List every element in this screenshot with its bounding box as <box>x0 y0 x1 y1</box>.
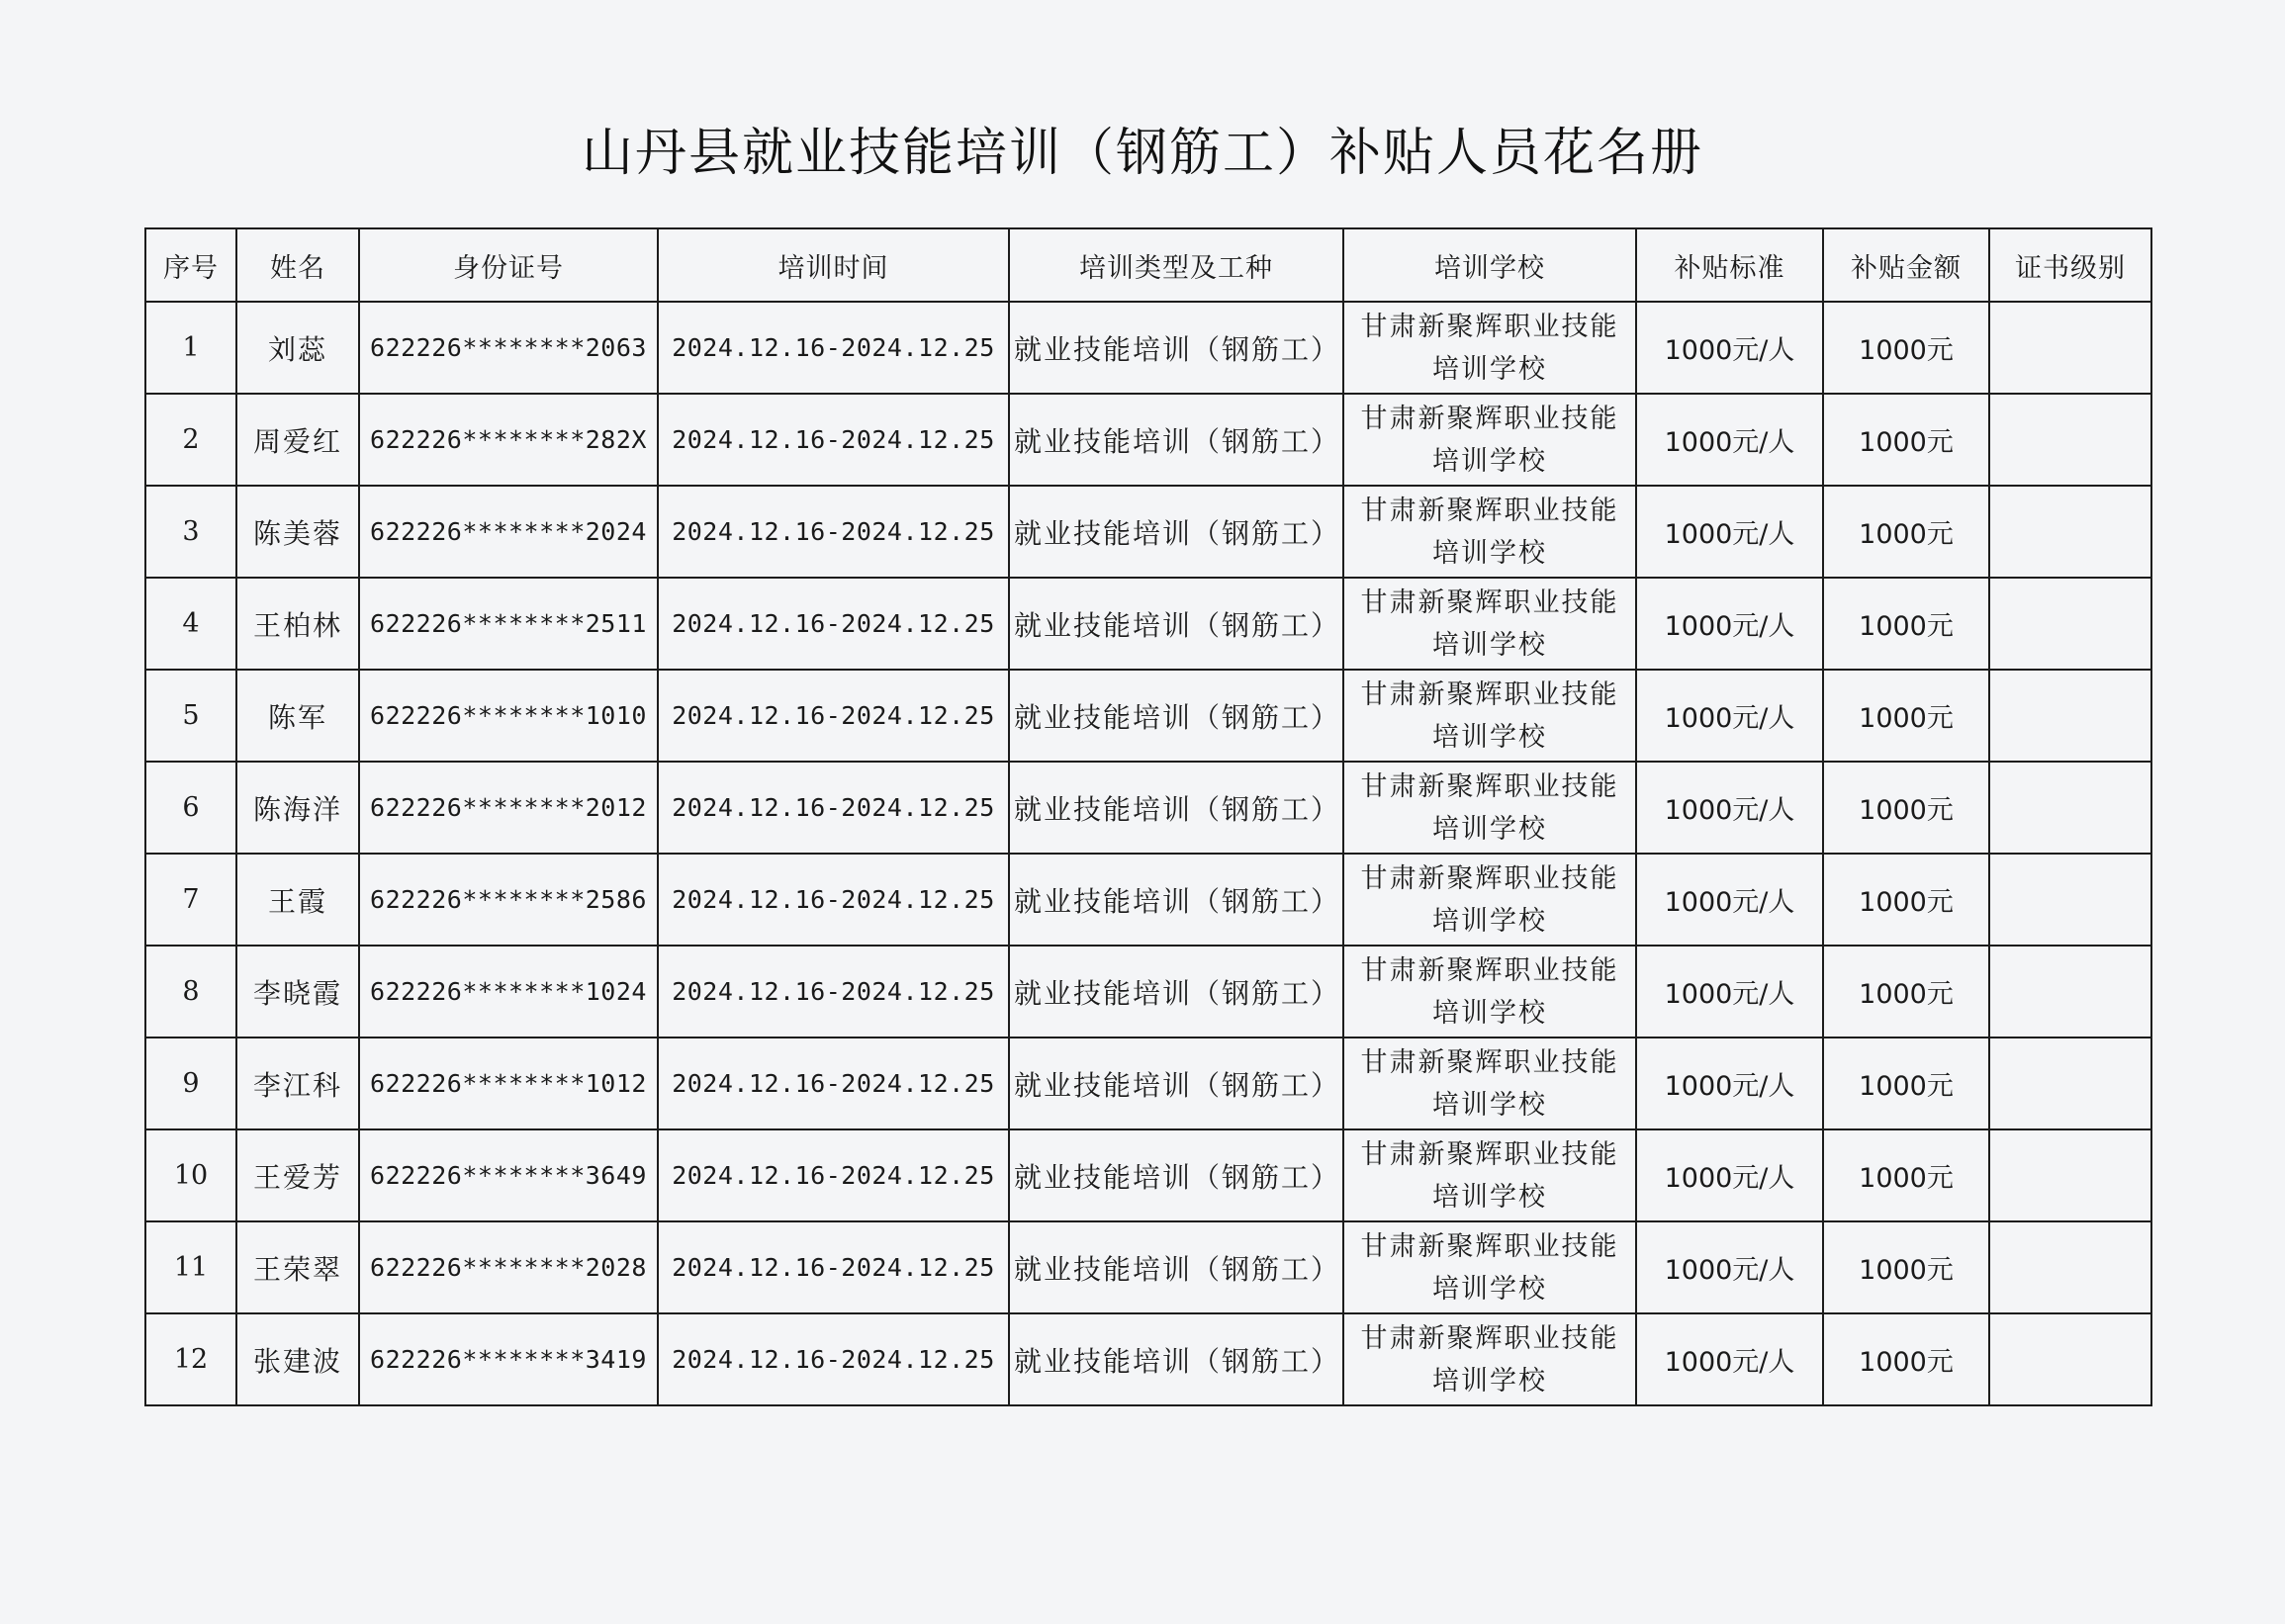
name-cell: 陈美蓉 <box>236 486 359 578</box>
training-type-cell: 就业技能培训（钢筋工） <box>1009 302 1343 394</box>
header-training-time: 培训时间 <box>658 228 1009 302</box>
subsidy-standard-cell: 1000元/人 <box>1636 762 1823 854</box>
training-type-cell: 就业技能培训（钢筋工） <box>1009 946 1343 1038</box>
subsidy-standard-cell: 1000元/人 <box>1636 946 1823 1038</box>
header-subsidy-amount: 补贴金额 <box>1823 228 1989 302</box>
table-row <box>145 854 2151 946</box>
certificate-level-cell <box>1989 946 2151 1038</box>
training-time-cell: 2024.12.16-2024.12.25 <box>658 1313 1009 1405</box>
certificate-level-cell <box>1989 762 2151 854</box>
certificate-level-cell <box>1989 302 2151 394</box>
id-number-cell: 622226********282X <box>359 394 658 486</box>
subsidy-standard-cell: 1000元/人 <box>1636 1221 1823 1313</box>
subsidy-amount-cell: 1000元 <box>1823 1313 1989 1405</box>
header-name: 姓名 <box>236 228 359 302</box>
training-time-cell: 2024.12.16-2024.12.25 <box>658 1221 1009 1313</box>
subsidy-amount-cell: 1000元 <box>1823 1129 1989 1221</box>
subsidy-standard-cell: 1000元/人 <box>1636 394 1823 486</box>
certificate-level-cell <box>1989 486 2151 578</box>
id-number-cell: 622226********1024 <box>359 946 658 1038</box>
subsidy-amount-cell: 1000元 <box>1823 394 1989 486</box>
subsidy-standard-cell: 1000元/人 <box>1636 1313 1823 1405</box>
subsidy-standard-cell: 1000元/人 <box>1636 1038 1823 1129</box>
training-time-cell: 2024.12.16-2024.12.25 <box>658 670 1009 762</box>
training-school-cell: 甘肃新聚辉职业技能培训学校 <box>1343 1221 1636 1313</box>
training-time-cell: 2024.12.16-2024.12.25 <box>658 1038 1009 1129</box>
table-row <box>145 762 2151 854</box>
seq-cell: 7 <box>145 854 236 946</box>
training-type-cell: 就业技能培训（钢筋工） <box>1009 486 1343 578</box>
training-time-cell: 2024.12.16-2024.12.25 <box>658 394 1009 486</box>
subsidy-amount-cell: 1000元 <box>1823 946 1989 1038</box>
seq-cell: 6 <box>145 762 236 854</box>
training-school-cell: 甘肃新聚辉职业技能培训学校 <box>1343 486 1636 578</box>
id-number-cell: 622226********2024 <box>359 486 658 578</box>
subsidy-standard-cell: 1000元/人 <box>1636 578 1823 670</box>
header-id-number: 身份证号 <box>359 228 658 302</box>
seq-cell: 2 <box>145 394 236 486</box>
training-school-cell: 甘肃新聚辉职业技能培训学校 <box>1343 1129 1636 1221</box>
seq-cell: 1 <box>145 302 236 394</box>
training-school-cell: 甘肃新聚辉职业技能培训学校 <box>1343 1038 1636 1129</box>
id-number-cell: 622226********3419 <box>359 1313 658 1405</box>
table-row <box>145 578 2151 670</box>
certificate-level-cell <box>1989 394 2151 486</box>
training-type-cell: 就业技能培训（钢筋工） <box>1009 394 1343 486</box>
training-time-cell: 2024.12.16-2024.12.25 <box>658 302 1009 394</box>
subsidy-amount-cell: 1000元 <box>1823 486 1989 578</box>
name-cell: 李江科 <box>236 1038 359 1129</box>
table-row <box>145 1129 2151 1221</box>
certificate-level-cell <box>1989 1221 2151 1313</box>
seq-cell: 5 <box>145 670 236 762</box>
roster-table <box>144 227 2152 1406</box>
certificate-level-cell <box>1989 578 2151 670</box>
header-subsidy-standard: 补贴标准 <box>1636 228 1823 302</box>
name-cell: 王爱芳 <box>236 1129 359 1221</box>
subsidy-amount-cell: 1000元 <box>1823 670 1989 762</box>
table-row <box>145 670 2151 762</box>
seq-cell: 3 <box>145 486 236 578</box>
training-school-cell: 甘肃新聚辉职业技能培训学校 <box>1343 946 1636 1038</box>
subsidy-standard-cell: 1000元/人 <box>1636 486 1823 578</box>
seq-cell: 9 <box>145 1038 236 1129</box>
table-row <box>145 302 2151 394</box>
name-cell: 王柏林 <box>236 578 359 670</box>
training-time-cell: 2024.12.16-2024.12.25 <box>658 1129 1009 1221</box>
training-time-cell: 2024.12.16-2024.12.25 <box>658 946 1009 1038</box>
training-type-cell: 就业技能培训（钢筋工） <box>1009 762 1343 854</box>
table-row <box>145 1221 2151 1313</box>
table-row <box>145 394 2151 486</box>
subsidy-amount-cell: 1000元 <box>1823 1038 1989 1129</box>
training-time-cell: 2024.12.16-2024.12.25 <box>658 854 1009 946</box>
subsidy-amount-cell: 1000元 <box>1823 302 1989 394</box>
id-number-cell: 622226********3649 <box>359 1129 658 1221</box>
id-number-cell: 622226********2511 <box>359 578 658 670</box>
name-cell: 李晓霞 <box>236 946 359 1038</box>
training-type-cell: 就业技能培训（钢筋工） <box>1009 1129 1343 1221</box>
header-training-type: 培训类型及工种 <box>1009 228 1343 302</box>
id-number-cell: 622226********2028 <box>359 1221 658 1313</box>
training-school-cell: 甘肃新聚辉职业技能培训学校 <box>1343 1313 1636 1405</box>
table-row <box>145 1038 2151 1129</box>
certificate-level-cell <box>1989 1129 2151 1221</box>
subsidy-standard-cell: 1000元/人 <box>1636 1129 1823 1221</box>
seq-cell: 11 <box>145 1221 236 1313</box>
header-training-school: 培训学校 <box>1343 228 1636 302</box>
training-type-cell: 就业技能培训（钢筋工） <box>1009 854 1343 946</box>
certificate-level-cell <box>1989 854 2151 946</box>
training-type-cell: 就业技能培训（钢筋工） <box>1009 670 1343 762</box>
header-seq: 序号 <box>145 228 236 302</box>
training-school-cell: 甘肃新聚辉职业技能培训学校 <box>1343 670 1636 762</box>
seq-cell: 12 <box>145 1313 236 1405</box>
table-row <box>145 1313 2151 1405</box>
name-cell: 陈海洋 <box>236 762 359 854</box>
id-number-cell: 622226********1012 <box>359 1038 658 1129</box>
training-school-cell: 甘肃新聚辉职业技能培训学校 <box>1343 302 1636 394</box>
training-time-cell: 2024.12.16-2024.12.25 <box>658 762 1009 854</box>
subsidy-standard-cell: 1000元/人 <box>1636 854 1823 946</box>
training-school-cell: 甘肃新聚辉职业技能培训学校 <box>1343 854 1636 946</box>
name-cell: 王霞 <box>236 854 359 946</box>
id-number-cell: 622226********1010 <box>359 670 658 762</box>
seq-cell: 10 <box>145 1129 236 1221</box>
training-time-cell: 2024.12.16-2024.12.25 <box>658 578 1009 670</box>
training-time-cell: 2024.12.16-2024.12.25 <box>658 486 1009 578</box>
training-school-cell: 甘肃新聚辉职业技能培训学校 <box>1343 394 1636 486</box>
subsidy-amount-cell: 1000元 <box>1823 854 1989 946</box>
table-row <box>145 486 2151 578</box>
certificate-level-cell <box>1989 1038 2151 1129</box>
subsidy-amount-cell: 1000元 <box>1823 762 1989 854</box>
name-cell: 刘蕊 <box>236 302 359 394</box>
training-type-cell: 就业技能培训（钢筋工） <box>1009 1221 1343 1313</box>
name-cell: 张建波 <box>236 1313 359 1405</box>
table-row <box>145 946 2151 1038</box>
name-cell: 陈军 <box>236 670 359 762</box>
id-number-cell: 622226********2012 <box>359 762 658 854</box>
subsidy-standard-cell: 1000元/人 <box>1636 670 1823 762</box>
seq-cell: 8 <box>145 946 236 1038</box>
certificate-level-cell <box>1989 670 2151 762</box>
training-type-cell: 就业技能培训（钢筋工） <box>1009 1313 1343 1405</box>
table-body <box>145 302 2151 1405</box>
training-type-cell: 就业技能培训（钢筋工） <box>1009 578 1343 670</box>
table-header-row <box>145 228 2151 302</box>
page-title: 山丹县就业技能培训（钢筋工）补贴人员花名册 <box>581 124 1703 183</box>
id-number-cell: 622226********2063 <box>359 302 658 394</box>
training-school-cell: 甘肃新聚辉职业技能培训学校 <box>1343 762 1636 854</box>
subsidy-standard-cell: 1000元/人 <box>1636 302 1823 394</box>
training-type-cell: 就业技能培训（钢筋工） <box>1009 1038 1343 1129</box>
certificate-level-cell <box>1989 1313 2151 1405</box>
subsidy-amount-cell: 1000元 <box>1823 1221 1989 1313</box>
header-certificate-level: 证书级别 <box>1989 228 2151 302</box>
name-cell: 王荣翠 <box>236 1221 359 1313</box>
training-school-cell: 甘肃新聚辉职业技能培训学校 <box>1343 578 1636 670</box>
name-cell: 周爱红 <box>236 394 359 486</box>
subsidy-amount-cell: 1000元 <box>1823 578 1989 670</box>
seq-cell: 4 <box>145 578 236 670</box>
id-number-cell: 622226********2586 <box>359 854 658 946</box>
